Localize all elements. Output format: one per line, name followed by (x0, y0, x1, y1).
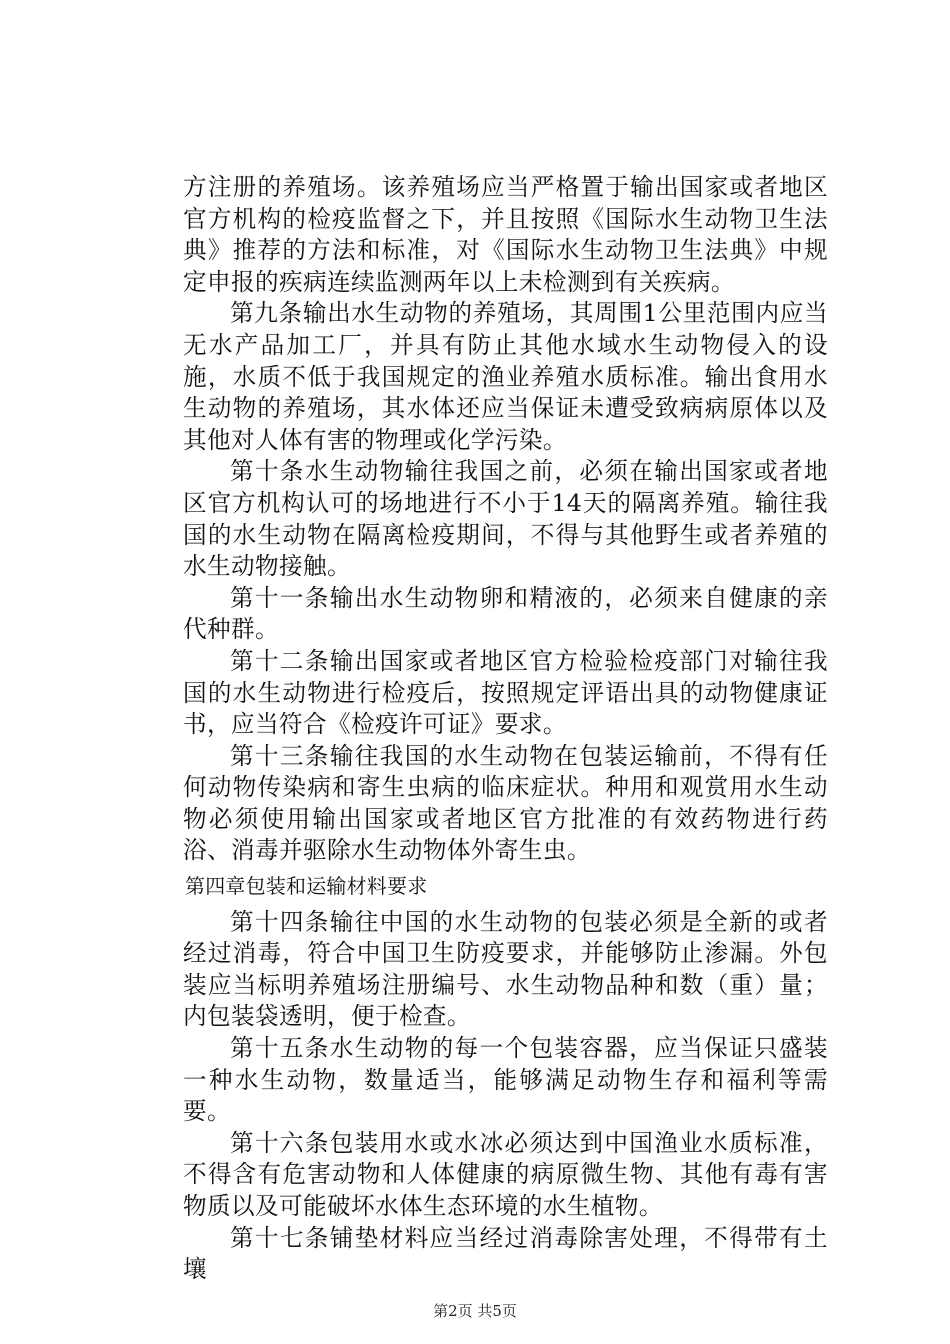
page-number-footer: 第2页 共5页 (433, 1302, 517, 1320)
paragraph-continuation: 方注册的养殖场。该养殖场应当严格置于输出国家或者地区官方机构的检疫监督之下，并且按照《国际水生动物卫生法典》推荐的方法和标准，对《国际水生动物卫生法典》中规定申报的疾病连续监测两年以上未检测到有关疾病。 (183, 173, 828, 296)
article-12: 第十二条输出国家或者地区官方检验检疫部门对输往我国的水生动物进行检疫后，按照规定评语出具的动物健康证书，应当符合《检疫许可证》要求。 (183, 646, 828, 739)
chapter-4-heading: 第四章包装和运输材料要求 (185, 874, 428, 899)
article-9: 第九条输出水生动物的养殖场，其周围1公里范围内应当无水产品加工厂，并具有防止其他水域水生动物侵入的设施，水质不低于我国规定的渔业养殖水质标准。输出食用水生动物的养殖场，其水体还应当保证未遭受致病病原体以及其他对人体有害的物理或化学污染。 (183, 299, 828, 454)
article-11: 第十一条输出水生动物卵和精液的，必须来自健康的亲代种群。 (183, 583, 828, 644)
article-15: 第十五条水生动物的每一个包装容器，应当保证只盛装一种水生动物，数量适当，能够满足动物生存和福利等需要。 (183, 1034, 828, 1126)
article-16: 第十六条包装用水或水冰必须达到中国渔业水质标准，不得含有危害动物和人体健康的病原微生物、其他有毒有害物质以及可能破坏水体生态环境的水生植物。 (183, 1128, 828, 1220)
article-14: 第十四条输往中国的水生动物的包装必须是全新的或者经过消毒，符合中国卫生防疫要求，并能够防止渗漏。外包装应当标明养殖场注册编号、水生动物品种和数（重）量；内包装袋透明，便于检查。 (183, 907, 828, 1031)
article-13: 第十三条输往我国的水生动物在包装运输前，不得有任何动物传染病和寄生虫病的临床症状。种用和观赏用水生动物必须使用输出国家或者地区官方批准的有效药物进行药浴、消毒并驱除水生动物体外寄生虫。 (183, 741, 828, 865)
document-body (183, 172, 828, 1286)
article-17: 第十七条铺垫材料应当经过消毒除害处理，不得带有土壤 (183, 1223, 828, 1284)
article-10: 第十条水生动物输往我国之前，必须在输出国家或者地区官方机构认可的场地进行不小于14天的隔离养殖。输往我国的水生动物在隔离检疫期间，不得与其他野生或者养殖的水生动物接触。 (183, 457, 828, 581)
